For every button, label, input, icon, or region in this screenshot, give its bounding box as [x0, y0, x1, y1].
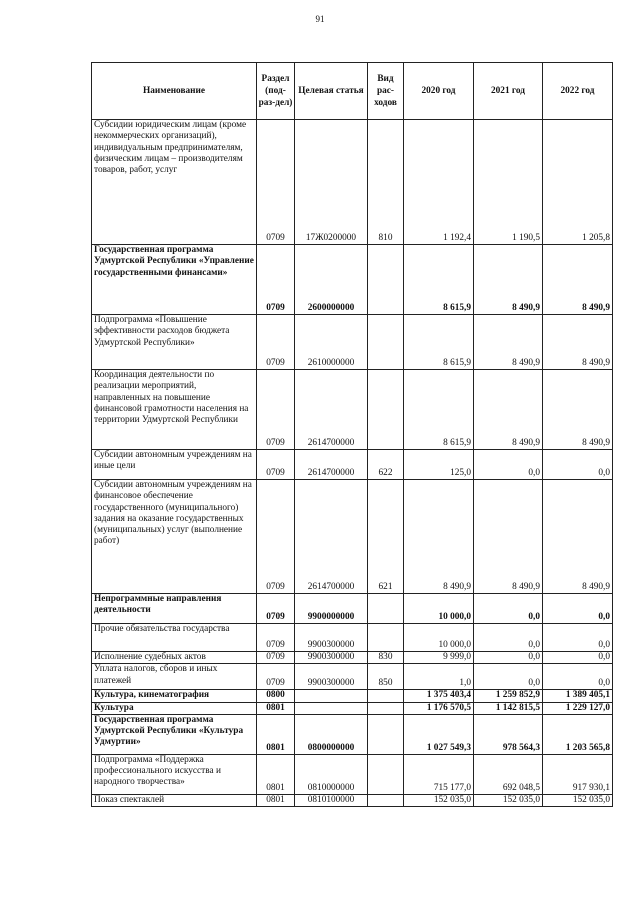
cell-2022: 917 930,1: [543, 754, 613, 794]
cell-name: Координация деятельности по реализации мероприятий, направленных на повышение финансовой грамотности населения на территории Удмуртской Республики: [92, 370, 257, 450]
header-target: Целевая статья: [295, 63, 368, 120]
cell-2021: 0,0: [474, 450, 543, 480]
cell-expense: [368, 714, 404, 754]
cell-target: 2610000000: [295, 315, 368, 370]
cell-target: 2600000000: [295, 245, 368, 315]
cell-expense: [368, 794, 404, 806]
cell-2020: 715 177,0: [404, 754, 474, 794]
cell-expense: [368, 702, 404, 714]
cell-name: Субсидии юридическим лицам (кроме некоммерческих организаций), индивидуальным предпринимателям, физическим лицам – производителям товаров, работ, услуг: [92, 120, 257, 245]
cell-2022: 1 229 127,0: [543, 702, 613, 714]
table-row: [92, 450, 613, 480]
cell-name: Уплата налогов, сборов и иных платежей: [92, 664, 257, 690]
cell-name: Подпрограмма «Поддержка профессионального искусства и народного творчества»: [92, 754, 257, 794]
cell-target: 2614700000: [295, 370, 368, 450]
budget-table: [91, 62, 613, 807]
cell-section: 0709: [257, 450, 295, 480]
cell-2022: 1 203 565,8: [543, 714, 613, 754]
cell-2022: 0,0: [543, 450, 613, 480]
cell-target: 0810000000: [295, 754, 368, 794]
cell-2020: 125,0: [404, 450, 474, 480]
page-number: 91: [315, 14, 325, 24]
table-row: [92, 794, 613, 806]
cell-2022: 152 035,0: [543, 794, 613, 806]
cell-expense: [368, 594, 404, 624]
table-row: [92, 624, 613, 652]
cell-target: 9900300000: [295, 624, 368, 652]
cell-2021: 1 142 815,5: [474, 702, 543, 714]
cell-2021: 8 490,9: [474, 315, 543, 370]
table-row: [92, 480, 613, 594]
table-row: [92, 245, 613, 315]
cell-2020: 8 615,9: [404, 245, 474, 315]
table-row: [92, 594, 613, 624]
cell-section: 0709: [257, 370, 295, 450]
cell-2021: 1 190,5: [474, 120, 543, 245]
cell-expense: [368, 370, 404, 450]
cell-section: 0800: [257, 690, 295, 702]
cell-section: 0801: [257, 714, 295, 754]
cell-section: 0709: [257, 652, 295, 664]
header-2020: 2020 год: [404, 63, 474, 120]
cell-expense: 622: [368, 450, 404, 480]
cell-target: 9900300000: [295, 664, 368, 690]
header-section: Раздел (под-раз-дел): [257, 63, 295, 120]
cell-2020: 8 615,9: [404, 370, 474, 450]
cell-2022: 1 205,8: [543, 120, 613, 245]
cell-target: 17Ж0200000: [295, 120, 368, 245]
cell-2020: 1 176 570,5: [404, 702, 474, 714]
cell-2020: 9 999,0: [404, 652, 474, 664]
cell-name: Непрограммные направления деятельности: [92, 594, 257, 624]
cell-2022: 0,0: [543, 624, 613, 652]
cell-2021: 152 035,0: [474, 794, 543, 806]
cell-name: Культура, кинематография: [92, 690, 257, 702]
cell-2022: 0,0: [543, 652, 613, 664]
cell-section: 0709: [257, 245, 295, 315]
cell-target: 0810100000: [295, 794, 368, 806]
cell-2021: 8 490,9: [474, 245, 543, 315]
cell-name: Субсидии автономным учреждениям на иные цели: [92, 450, 257, 480]
cell-target: [295, 702, 368, 714]
cell-name: Исполнение судебных актов: [92, 652, 257, 664]
cell-target: 2614700000: [295, 480, 368, 594]
cell-2022: 1 389 405,1: [543, 690, 613, 702]
cell-expense: 621: [368, 480, 404, 594]
cell-section: 0709: [257, 120, 295, 245]
cell-2021: 8 490,9: [474, 370, 543, 450]
header-2022: 2022 год: [543, 63, 613, 120]
cell-expense: [368, 245, 404, 315]
cell-section: 0709: [257, 480, 295, 594]
cell-2020: 10 000,0: [404, 594, 474, 624]
cell-name: Прочие обязательства государства: [92, 624, 257, 652]
cell-2020: 10 000,0: [404, 624, 474, 652]
table-row: [92, 315, 613, 370]
header-expense: Вид рас-ходов: [368, 63, 404, 120]
cell-2020: 1 027 549,3: [404, 714, 474, 754]
cell-2021: 0,0: [474, 652, 543, 664]
cell-2021: 0,0: [474, 624, 543, 652]
table-row: [92, 652, 613, 664]
cell-expense: [368, 690, 404, 702]
cell-name: Государственная программа Удмуртской Республики «Культура Удмуртии»: [92, 714, 257, 754]
cell-2020: 152 035,0: [404, 794, 474, 806]
cell-name: Субсидии автономным учреждениям на финансовое обеспечение государственного (муниципального) задания на оказание государственных (муниципальных) услуг (выполнение работ): [92, 480, 257, 594]
cell-2020: 1,0: [404, 664, 474, 690]
cell-target: 9900000000: [295, 594, 368, 624]
cell-2022: 8 490,9: [543, 370, 613, 450]
table-row: [92, 690, 613, 702]
cell-section: 0801: [257, 754, 295, 794]
cell-2022: 8 490,9: [543, 315, 613, 370]
cell-expense: 850: [368, 664, 404, 690]
table-row: [92, 714, 613, 754]
header-2021: 2021 год: [474, 63, 543, 120]
cell-name: Государственная программа Удмуртской Республики «Управление государственными финансами»: [92, 245, 257, 315]
cell-expense: [368, 315, 404, 370]
cell-target: 9900300000: [295, 652, 368, 664]
cell-2021: 8 490,9: [474, 480, 543, 594]
cell-2021: 1 259 852,9: [474, 690, 543, 702]
table-header-row: [92, 63, 613, 120]
table-row: [92, 702, 613, 714]
table-row: [92, 664, 613, 690]
cell-section: 0709: [257, 624, 295, 652]
table-row: [92, 370, 613, 450]
cell-expense: [368, 754, 404, 794]
cell-expense: [368, 624, 404, 652]
cell-expense: 810: [368, 120, 404, 245]
cell-section: 0709: [257, 664, 295, 690]
cell-2020: 1 375 403,4: [404, 690, 474, 702]
cell-section: 0709: [257, 315, 295, 370]
cell-target: 2614700000: [295, 450, 368, 480]
cell-name: Подпрограмма «Повышение эффективности расходов бюджета Удмуртской Республики»: [92, 315, 257, 370]
cell-2022: 8 490,9: [543, 480, 613, 594]
table-row: [92, 120, 613, 245]
cell-section: 0801: [257, 702, 295, 714]
table-row: [92, 754, 613, 794]
cell-2021: 978 564,3: [474, 714, 543, 754]
cell-2020: 8 615,9: [404, 315, 474, 370]
cell-section: 0801: [257, 794, 295, 806]
cell-2022: 0,0: [543, 594, 613, 624]
cell-2021: 0,0: [474, 594, 543, 624]
cell-name: Показ спектаклей: [92, 794, 257, 806]
cell-target: 0800000000: [295, 714, 368, 754]
cell-2021: 692 048,5: [474, 754, 543, 794]
header-name: Наименование: [92, 63, 257, 120]
cell-name: Культура: [92, 702, 257, 714]
cell-section: 0709: [257, 594, 295, 624]
cell-2021: 0,0: [474, 664, 543, 690]
cell-2020: 1 192,4: [404, 120, 474, 245]
cell-2020: 8 490,9: [404, 480, 474, 594]
cell-2022: 0,0: [543, 664, 613, 690]
cell-2022: 8 490,9: [543, 245, 613, 315]
cell-expense: 830: [368, 652, 404, 664]
cell-target: [295, 690, 368, 702]
